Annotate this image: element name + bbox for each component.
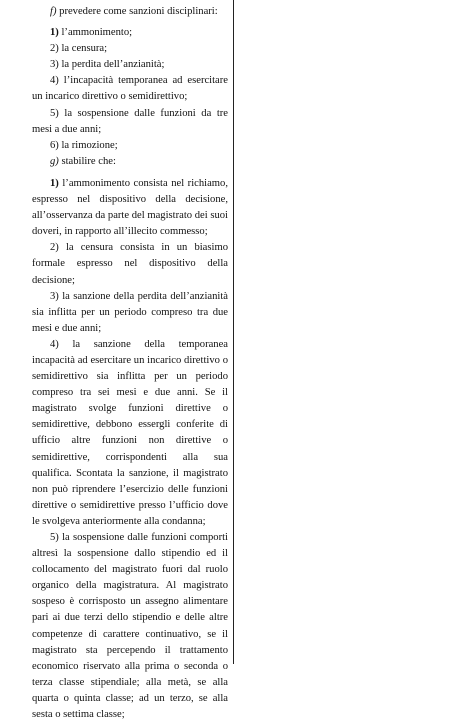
- item-number: 5): [50, 107, 59, 119]
- section-text: stabilire che:: [61, 155, 116, 167]
- item-text: la censura consista in un biasimo formale espresso nel dispositivo della decisione;: [32, 242, 228, 286]
- list-item: [32, 176, 228, 240]
- list-item: [32, 106, 228, 138]
- item-text: l’ammonimento consista nel richiamo, espresso nel dispositivo della decisione, all’osservanza da parte del magistrato dei suoi doveri, in rapporto all’illecito commesso;: [32, 177, 228, 238]
- item-text: l’ammonimento;: [61, 27, 133, 39]
- item-number: 3): [50, 59, 59, 71]
- item-text: la sanzione della temporanea incapacità ad esercitare un incarico direttivo o semidirettivo sia inflitta per un periodo compreso tra sei mesi e due anni. Se il magistrato svolge funzioni direttive o semidirettive, debbono essergli conferite di ufficio altre funzioni non direttive o semidirettive, corrispondenti alla sua qualifica. Scontata la sanzione, il magistrato non può riprendere l’esercizio delle funzioni direttive o semidirettive presso l’ufficio dove le svolgeva anteriormente alla condanna;: [32, 338, 228, 527]
- column-divider: [233, 0, 234, 664]
- item-number: 1): [50, 27, 59, 39]
- item-text: la censura;: [61, 43, 108, 55]
- item-number: 1): [50, 177, 59, 189]
- item-text: la sospensione dalle funzioni da tre mesi a due anni;: [32, 107, 228, 135]
- item-number: 6): [50, 139, 59, 151]
- item-number: 2): [50, 242, 59, 254]
- section-text: prevedere come sanzioni disciplinari:: [59, 6, 218, 17]
- section-label: f): [50, 6, 57, 17]
- list-item: [32, 73, 228, 105]
- section-g-heading: [32, 154, 228, 170]
- list-item: [32, 530, 228, 723]
- list-item: [32, 240, 228, 288]
- list-item: [32, 25, 228, 41]
- list-item: [32, 57, 228, 73]
- item-number: 2): [50, 43, 59, 55]
- item-text: la sanzione della perdita dell’anzianità sia inflitta per un periodo compreso tra due mesi e due anni;: [32, 290, 228, 334]
- section-label: g): [50, 155, 59, 167]
- item-text: la sospensione dalle funzioni comporti altresì la sospensione dallo stipendio ed il collocamento del magistrato fuori dal ruolo organico della magistratura. Al magistrato sospeso è corrisposto un assegno alimentare pari ai due terzi dello stipendio e delle altre competenze di carattere continuativo, se il magistrato sta percependo il trattamento economico riservato alla prima o seconda o terza classe stipendiale; alla metà, se alla quarta o quinta classe; ad un terzo, se alla sesta o settima classe;: [32, 532, 229, 721]
- item-text: la rimozione;: [61, 139, 118, 151]
- item-number: 5): [50, 532, 59, 543]
- text-column: [32, 4, 228, 723]
- list-item: [32, 41, 228, 57]
- list-item: [32, 337, 228, 530]
- item-text: l’incapacità temporanea ad esercitare un incarico direttivo o semidirettivo;: [32, 75, 228, 103]
- item-number: 3): [50, 290, 59, 302]
- list-item: [32, 289, 228, 337]
- list-item: [32, 138, 228, 154]
- item-text: la perdita dell’anzianità;: [61, 59, 165, 71]
- section-f-heading: [32, 4, 228, 20]
- item-number: 4): [50, 338, 59, 350]
- item-number: 4): [50, 75, 59, 87]
